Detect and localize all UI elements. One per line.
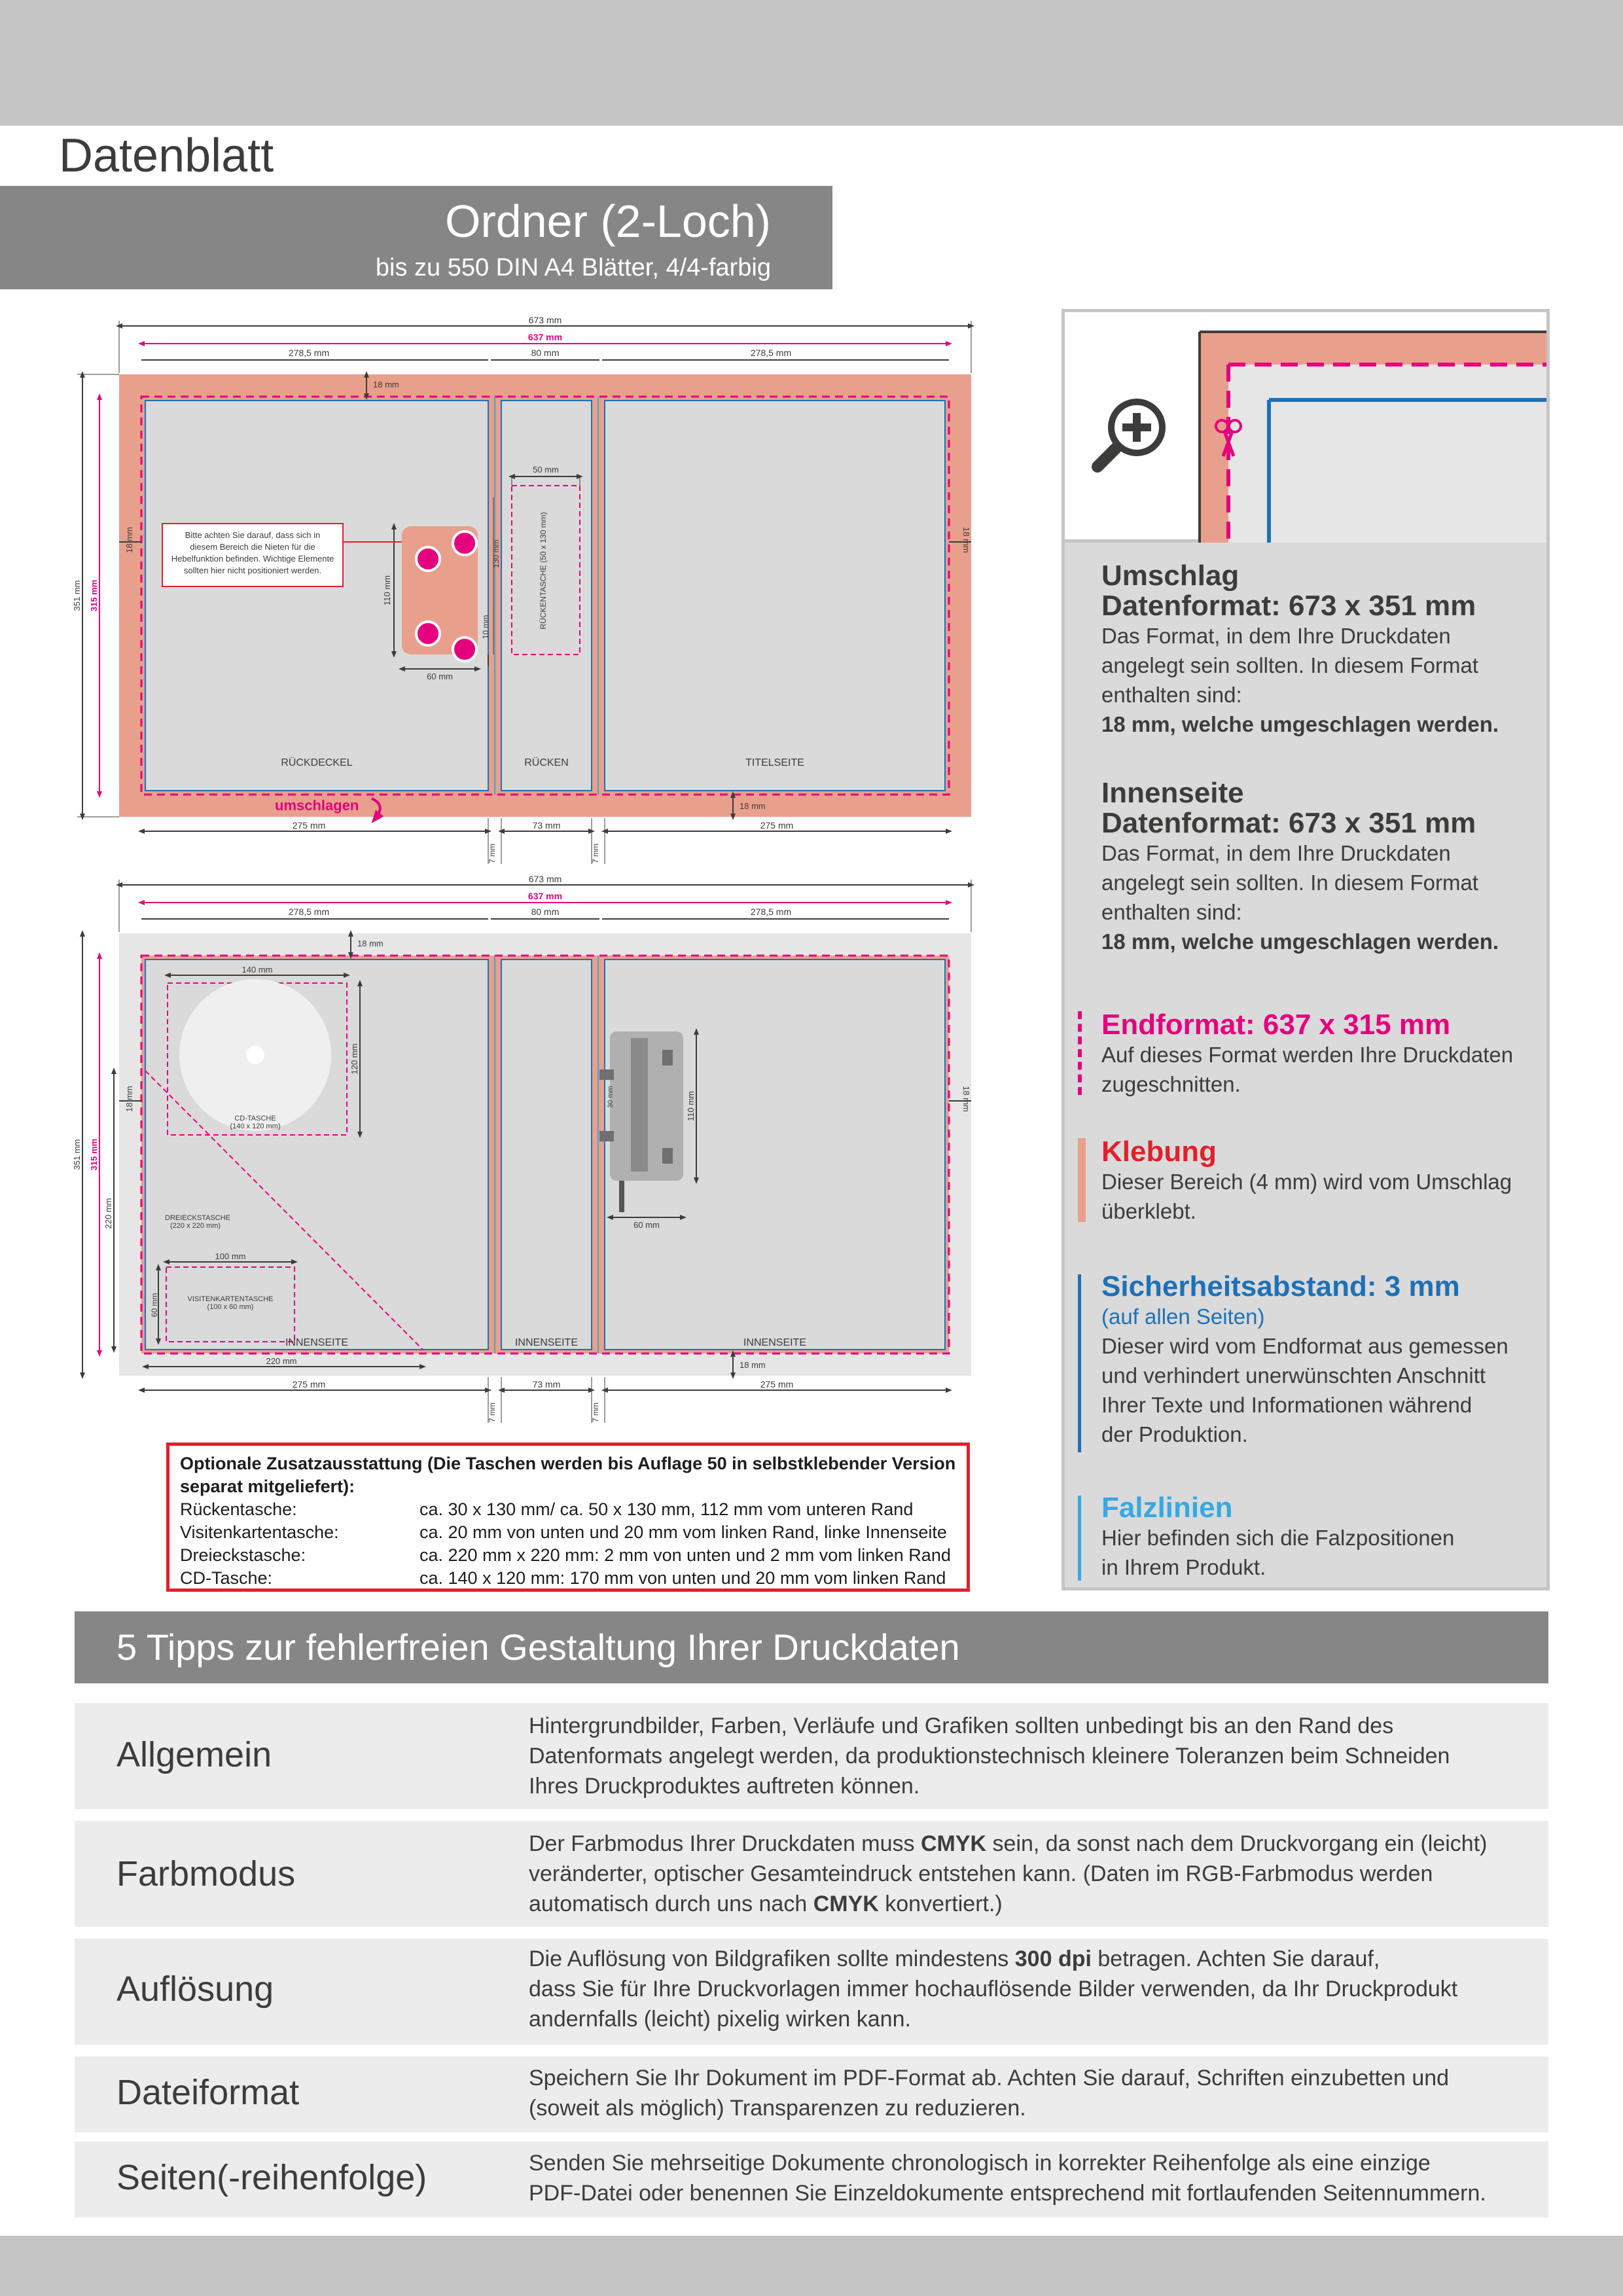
tip-row-aufloesung	[75, 1939, 1548, 2045]
legend-text: enthalten sind:	[1101, 900, 1242, 924]
bottom-band	[0, 2236, 1623, 2296]
legend-text: in Ihrem Produkt.	[1101, 1555, 1266, 1579]
klebung-marker	[1078, 1138, 1086, 1222]
tip-line: andernfalls (leicht) pixelig wirken kann.	[529, 2007, 911, 2032]
umschlagen-label: umschlagen	[275, 797, 359, 814]
endformat-marker	[1078, 1011, 1082, 1095]
tip-line: (soweit als möglich) Transparenzen zu reduzieren.	[529, 2096, 1026, 2121]
options-heading: Optionale Zusatzausstattung (Die Taschen werden bis Auflage 50 in selbstklebender Version separat mitgeliefert):	[180, 1454, 956, 1496]
dim-60: 60 mm	[633, 1220, 660, 1230]
tip-text	[529, 2063, 1529, 2123]
cover-diagram	[72, 315, 971, 864]
legend-umschlag-title: Umschlag	[1101, 560, 1240, 592]
legend-text: zugeschnitten.	[1101, 1072, 1241, 1096]
legend-text: Das Format, in dem Ihre Druckdaten	[1101, 841, 1451, 865]
dim-100: 100 mm	[215, 1251, 246, 1261]
top-band	[0, 0, 1623, 126]
options-value: ca. 30 x 130 mm/ ca. 50 x 130 mm, 112 mm vom unteren Rand	[419, 1499, 914, 1519]
legend-innenseite-title: Innenseite	[1101, 777, 1244, 809]
dim-60-vertical: 60 mm	[150, 1293, 159, 1318]
zoom-detail	[1065, 312, 1546, 543]
dim-637: 637 mm	[527, 891, 563, 901]
tip-line	[529, 1889, 1529, 1919]
options-key: Rückentasche:	[180, 1499, 297, 1519]
label-ruecken: RÜCKEN	[524, 757, 569, 768]
tip-line: Hintergrundbilder, Farben, Verläufe und Grafiken sollten unbedingt bis an den Rand des	[529, 1713, 1394, 1738]
tip-seg: Die Auflösung von Bildgrafiken sollte mindestens	[529, 1946, 1015, 1971]
dim-351: 351 mm	[72, 580, 82, 611]
dim-30: 30 mm	[607, 1086, 615, 1108]
dim-73: 73 mm	[532, 820, 561, 831]
tip-row-seiten	[75, 2142, 1548, 2217]
dim-278-left: 278,5 mm	[288, 348, 330, 358]
tip-row-allgemein	[75, 1703, 1548, 1809]
dim-130: 130 mm	[491, 539, 501, 568]
zoom-detail-graphic	[1065, 312, 1546, 543]
legend-text-bold: 18 mm, welche umgeschlagen werden.	[1101, 929, 1499, 954]
dim-7-right: 7 mm	[591, 1403, 600, 1422]
tip-seg: automatisch durch uns nach	[529, 1892, 813, 1916]
legend-text: Dieser wird vom Endformat aus gemessen	[1101, 1334, 1508, 1358]
cd-label-1: CD-TASCHE	[234, 1115, 276, 1122]
dim-278-left: 278,5 mm	[288, 906, 330, 917]
legend-text: Das Format, in dem Ihre Druckdaten	[1101, 624, 1451, 648]
dim-120: 120 mm	[349, 1043, 359, 1075]
tip-label: Auflösung	[116, 1969, 274, 2009]
dim-18-bottom: 18 mm	[740, 1360, 766, 1370]
dim-220-vertical: 220 mm	[103, 1198, 113, 1229]
legend-text: Ihrer Texte und Informationen während	[1101, 1393, 1472, 1417]
product-subtitle: bis zu 550 DIN A4 Blätter, 4/4-farbig	[375, 254, 771, 281]
legend-klebung-title: Klebung	[1101, 1136, 1217, 1168]
dim-278-right: 278,5 mm	[750, 348, 792, 358]
dim-275-left: 275 mm	[292, 1379, 326, 1390]
dim-18-right: 18 mm	[961, 527, 971, 553]
options-row	[180, 1567, 956, 1590]
rivet-2	[453, 531, 476, 555]
tip-seg: betragen. Achten Sie darauf,	[1091, 1946, 1380, 1971]
dim-18-left: 18 mm	[124, 527, 134, 553]
legend-sicherheit-title: Sicherheitsabstand: 3 mm	[1101, 1270, 1460, 1302]
dim-275-right: 275 mm	[760, 1379, 794, 1390]
label-rueckdeckel: RÜCKDECKEL	[281, 757, 353, 768]
rivet-note-4: sollten hier nicht positioniert werden.	[183, 565, 322, 575]
dim-673: 673 mm	[528, 315, 562, 325]
rivet-4	[453, 637, 476, 661]
tip-line: PDF-Datei oder benennen Sie Einzeldokumente entsprechend mit fortlaufenden Seitennummern.	[529, 2181, 1486, 2206]
tri-label-2: (220 x 220 mm)	[170, 1222, 221, 1230]
legend-text: der Produktion.	[1101, 1422, 1248, 1446]
tip-line: Senden Sie mehrseitige Dokumente chronologisch in korrekter Reihenfolge als eine einzige	[529, 2151, 1431, 2176]
dim-73: 73 mm	[532, 1379, 561, 1390]
dim-7-left: 7 mm	[488, 1403, 497, 1422]
dim-80: 80 mm	[531, 348, 560, 358]
options-value: ca. 220 mm x 220 mm: 2 mm von unten und 2 mm vom linken Rand	[419, 1545, 951, 1565]
dim-18-right: 18 mm	[961, 1086, 971, 1112]
dim-10: 10 mm	[481, 615, 490, 639]
options-value: ca. 20 mm von unten und 20 mm vom linken Rand, linke Innenseite	[419, 1522, 947, 1542]
legend-text: angelegt sein sollten. In diesem Format	[1101, 870, 1478, 895]
dim-18-bottom: 18 mm	[740, 801, 766, 811]
tip-text	[529, 1829, 1529, 1919]
product-title: Ordner (2-Loch)	[445, 196, 771, 247]
dim-637: 637 mm	[527, 332, 563, 342]
dim-18-top: 18 mm	[357, 939, 383, 948]
tip-text	[529, 1944, 1529, 2034]
legend-sicherheit-sub: (auf allen Seiten)	[1101, 1304, 1265, 1329]
legend-text: Dieser Bereich (4 mm) wird vom Umschlag	[1101, 1170, 1512, 1194]
tip-bold: 300 dpi	[1014, 1946, 1092, 1971]
options-key: CD-Tasche:	[180, 1568, 273, 1588]
datenblatt-tab: Datenblatt	[0, 126, 326, 186]
back-pocket-label: RÜCKENTASCHE (50 x 130 mm)	[539, 512, 548, 630]
dim-220-horizontal: 220 mm	[266, 1356, 297, 1366]
label-titelseite: TITELSEITE	[745, 757, 804, 768]
tip-label: Allgemein	[116, 1735, 272, 1774]
tip-bold: CMYK	[920, 1831, 987, 1856]
legend-text: überklebt.	[1101, 1199, 1196, 1223]
rivet-note-3: Hebelfunktion befinden. Wichtige Elemente	[171, 554, 334, 564]
rivet-1	[416, 547, 440, 571]
options-row	[180, 1521, 956, 1544]
dim-673: 673 mm	[528, 874, 562, 884]
legend-falz-title: Falzlinien	[1101, 1492, 1233, 1524]
tip-seg: konvertiert.)	[878, 1892, 1003, 1916]
tip-line: dass Sie für Ihre Druckvorlagen immer hochauflösende Bilder verwenden, da Ihr Druckprodukt	[529, 1977, 1458, 2001]
options-key: Visitenkartentasche:	[180, 1522, 339, 1542]
dim-18-left: 18 mm	[124, 1086, 134, 1112]
legend-text: Auf dieses Format werden Ihre Druckdaten	[1101, 1043, 1514, 1067]
tip-line: veränderter, optischer Gesamteindruck entstehen kann. (Daten im RGB-Farbmodus werden	[529, 1861, 1433, 1886]
tip-line: Ihres Druckproduktes auftreten können.	[529, 1774, 920, 1799]
tip-line: Speichern Sie Ihr Dokument im PDF-Format ab. Achten Sie darauf, Schriften einzubetten und	[529, 2066, 1450, 2090]
dim-110: 110 mm	[686, 1091, 696, 1121]
options-value: ca. 140 x 120 mm: 170 mm von unten und 20 mm vom linken Rand	[419, 1568, 946, 1588]
legend-endformat-title: Endformat: 637 x 315 mm	[1101, 1009, 1451, 1041]
template-diagrams	[59, 308, 1001, 1466]
tip-seg: Der Farbmodus Ihrer Druckdaten muss	[529, 1831, 921, 1856]
legend-text: Hier befinden sich die Falzpositionen	[1101, 1526, 1455, 1550]
panel-titelseite	[605, 401, 945, 791]
legend-innenseite-format: Datenformat: 673 x 351 mm	[1101, 807, 1476, 839]
tips-heading: 5 Tipps zur fehlerfreien Gestaltung Ihrer Druckdaten	[75, 1611, 1548, 1683]
inside-diagram	[72, 834, 971, 1423]
dim-315: 315 mm	[89, 579, 99, 612]
tip-text	[529, 2148, 1529, 2208]
rivet-note-2: diesem Bereich die Nieten für die	[190, 542, 315, 552]
options-key: Dreieckstasche:	[180, 1545, 306, 1565]
legend-sicherheit	[1101, 1272, 1546, 1449]
rivet-3	[416, 622, 440, 645]
fold-marker	[1078, 1496, 1081, 1581]
dim-80: 80 mm	[531, 906, 560, 917]
options-row	[180, 1498, 956, 1521]
legend-text-bold: 18 mm, welche umgeschlagen werden.	[1101, 712, 1499, 736]
tip-seg: sein, da sonst nach dem Druckvorgang ein (leicht)	[986, 1831, 1488, 1856]
safety-marker	[1078, 1274, 1081, 1452]
title-band	[0, 186, 832, 289]
dim-50: 50 mm	[533, 465, 559, 475]
dim-60: 60 mm	[427, 672, 453, 681]
tip-label: Dateiformat	[116, 2073, 300, 2112]
legend-klebung	[1101, 1137, 1546, 1226]
legend-text: und verhindert unerwünschten Anschnitt	[1101, 1363, 1486, 1388]
dim-110: 110 mm	[382, 575, 392, 605]
tip-line	[529, 1944, 1529, 1974]
legend-text: enthalten sind:	[1101, 683, 1242, 707]
card-label-1: VISITENKARTENTASCHE	[187, 1295, 274, 1303]
legend-innenseite	[1101, 778, 1546, 956]
tip-label: Seiten(-reihenfolge)	[116, 2158, 427, 2197]
tip-bold: CMYK	[813, 1892, 879, 1916]
label-inner-right: INNENSEITE	[743, 1337, 807, 1348]
cd-label-2: (140 x 120 mm)	[230, 1122, 281, 1130]
legend-panel	[1061, 309, 1550, 1590]
dim-275-right: 275 mm	[760, 820, 794, 831]
legend-umschlag	[1101, 561, 1546, 739]
legend-text: angelegt sein sollten. In diesem Format	[1101, 653, 1478, 677]
dim-278-right: 278,5 mm	[750, 906, 792, 917]
dim-7-left: 7 mm	[488, 844, 497, 863]
dim-140: 140 mm	[241, 965, 273, 975]
legend-umschlag-format: Datenformat: 673 x 351 mm	[1101, 590, 1476, 622]
legend-endformat	[1101, 1010, 1546, 1099]
legend-falz	[1101, 1493, 1546, 1582]
dim-275-left: 275 mm	[292, 820, 326, 831]
options-row	[180, 1544, 956, 1567]
zoom-plus-icon	[1097, 399, 1166, 467]
dim-351: 351 mm	[72, 1139, 82, 1170]
card-label-2: (100 x 60 mm)	[207, 1303, 254, 1311]
tri-label-1: DREIECKSTASCHE	[165, 1214, 231, 1222]
tip-text	[529, 1711, 1529, 1801]
rivet-note-1: Bitte achten Sie darauf, dass sich in	[185, 530, 321, 540]
tip-line: Datenformats angelegt werden, da produktionstechnisch kleinere Toleranzen beim Schneiden	[529, 1744, 1450, 1768]
label-inner-left: INNENSEITE	[285, 1337, 349, 1348]
optional-equipment-box	[166, 1443, 970, 1592]
tip-line	[529, 1829, 1529, 1859]
tip-row-dateiformat	[75, 2056, 1548, 2132]
dim-18-top: 18 mm	[373, 380, 399, 389]
dim-315: 315 mm	[89, 1138, 99, 1171]
label-inner-mid: INNENSEITE	[514, 1337, 579, 1348]
dim-7-right: 7 mm	[591, 844, 600, 863]
tip-row-farbmodus	[75, 1821, 1548, 1927]
inside-panel-mid	[501, 960, 592, 1350]
tip-label: Farbmodus	[116, 1854, 296, 1893]
